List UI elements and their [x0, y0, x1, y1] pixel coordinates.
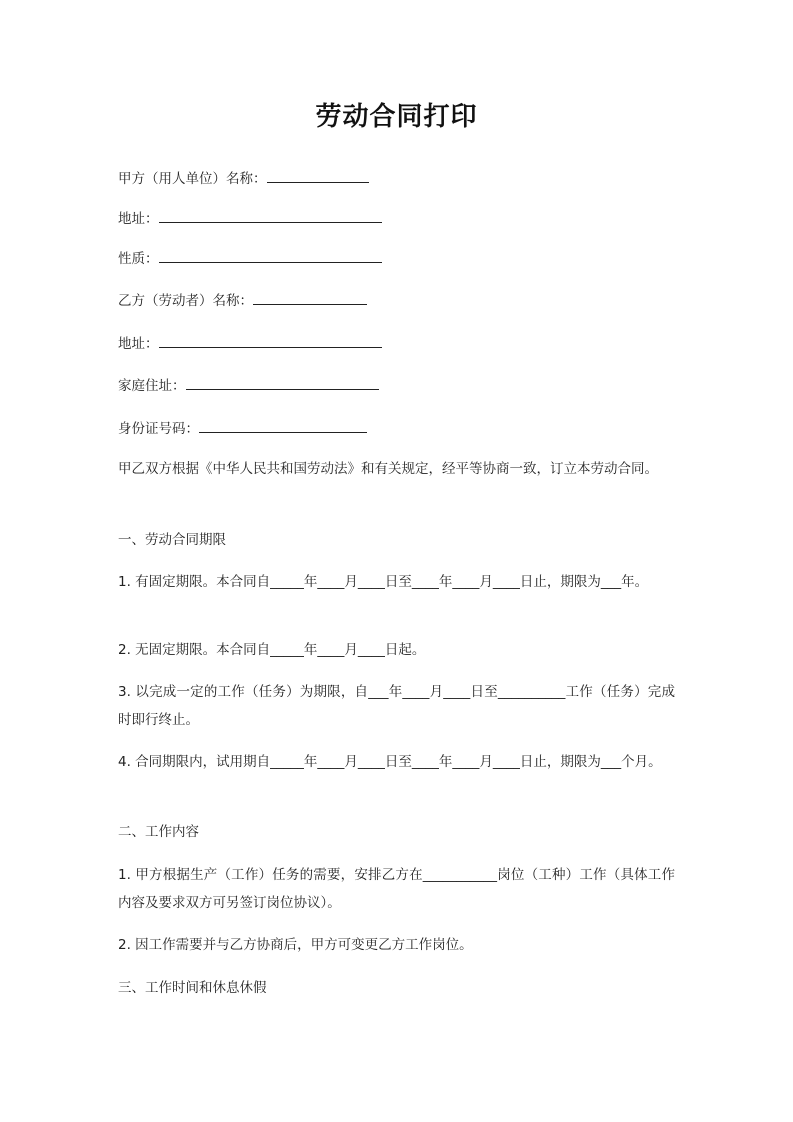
- field-label: 地址：: [118, 211, 159, 227]
- section-heading: 一、劳动合同期限: [118, 532, 226, 548]
- id-number-field: [118, 418, 367, 439]
- party-b-address-field: [118, 333, 382, 354]
- party-a-name-field: [118, 168, 369, 189]
- clause-paragraph: 2. 无固定期限。本合同自_____年____月____日起。: [118, 642, 426, 658]
- clause-paragraph: 1. 有固定期限。本合同自_____年____月____日至____年____月____日止，期限为___年。: [118, 574, 649, 590]
- field-label: 家庭住址：: [118, 378, 186, 394]
- field-label: 地址：: [118, 336, 159, 352]
- party-b-name-field: [118, 290, 367, 311]
- blank-line: [199, 418, 367, 433]
- field-label: 身份证号码：: [118, 421, 199, 437]
- clause-paragraph: 3. 以完成一定的工作（任务）为期限，自___年____月____日至__________工作（任务）完成时即行终止。: [118, 684, 675, 728]
- blank-line: [159, 248, 382, 263]
- blank-line: [253, 290, 367, 305]
- blank-line: [159, 333, 382, 348]
- document-title: 劳动合同打印: [315, 102, 478, 132]
- field-label: 性质：: [118, 251, 159, 267]
- field-label: 甲方（用人单位）名称：: [118, 171, 267, 187]
- field-label: 乙方（劳动者）名称：: [118, 293, 253, 309]
- party-a-nature-field: [118, 248, 382, 269]
- home-address-field: [118, 375, 379, 396]
- section-heading: 三、工作时间和休息休假: [118, 980, 267, 996]
- blank-line: [267, 168, 369, 183]
- section-heading: 二、工作内容: [118, 824, 199, 840]
- blank-line: [159, 208, 382, 223]
- clause-paragraph: 4. 合同期限内，试用期自_____年____月____日至____年____月____日止，期限为___个月。: [118, 754, 662, 770]
- blank-line: [186, 375, 379, 390]
- clause-paragraph: 2. 因工作需要并与乙方协商后，甲方可变更乙方工作岗位。: [118, 937, 473, 953]
- party-a-address-field: [118, 208, 382, 229]
- preamble-paragraph: 甲乙双方根据《中华人民共和国劳动法》和有关规定，经平等协商一致，订立本劳动合同。: [118, 461, 658, 477]
- clause-paragraph: 1. 甲方根据生产（工作）任务的需要，安排乙方在___________岗位（工种）工作（具体工作内容及要求双方可另签订岗位协议）。: [118, 867, 675, 911]
